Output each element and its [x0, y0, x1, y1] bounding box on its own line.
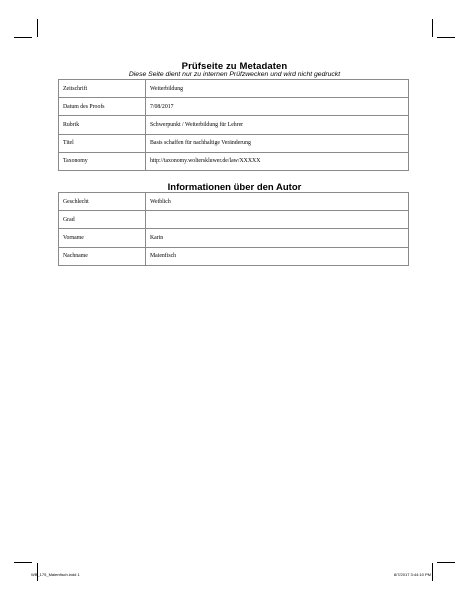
page-title: Prüfseite zu Metadaten — [181, 61, 288, 72]
crop-mark-top-right — [432, 19, 433, 37]
row-value: Karin — [146, 229, 409, 247]
row-label: Geschlecht — [59, 193, 146, 211]
crop-mark-bottom-left-h — [14, 562, 32, 563]
row-label: Titel — [59, 134, 146, 152]
table-row — [59, 116, 409, 134]
row-label: Nachname — [59, 247, 146, 265]
row-value: Weiblich — [146, 193, 409, 211]
row-label: Vorname — [59, 229, 146, 247]
row-label: Rubrik — [59, 116, 146, 134]
crop-mark-top-left — [37, 19, 38, 37]
table-row — [59, 152, 409, 170]
table-row — [59, 211, 409, 229]
table-row — [59, 80, 409, 98]
row-label: Zeitschrift — [59, 80, 146, 98]
table-row — [59, 229, 409, 247]
row-value: Maienfisch — [146, 247, 409, 265]
footer-timestamp: 8/7/2017 3:44:10 PM — [393, 572, 431, 577]
row-value: Schwerpunkt / Weiterbildung für Lehrer — [146, 116, 409, 134]
row-value — [146, 211, 409, 229]
row-label: Datum des Proofs — [59, 98, 146, 116]
author-section-title: Informationen über den Autor — [167, 182, 302, 193]
row-value: Basis schaffen für nachhaltige Veränderung — [146, 134, 409, 152]
crop-mark-top-right-h — [437, 37, 455, 38]
footer-filename: WB_175_Maienfisch.indd 1 — [31, 572, 80, 577]
crop-mark-top-left-h — [14, 37, 32, 38]
table-row — [59, 134, 409, 152]
table-row — [59, 247, 409, 265]
row-value: http://taxonomy.wolterskluwer.de/law/XXXXX — [146, 152, 409, 170]
table-row — [59, 98, 409, 116]
row-label: Grad — [59, 211, 146, 229]
crop-mark-bottom-right-h — [437, 562, 455, 563]
row-label: Taxonomy — [59, 152, 146, 170]
row-value: Weiterbildung — [146, 80, 409, 98]
page-subtitle: Diese Seite dient nur zu internen Prüfzwecken und wird nicht gedruckt — [128, 71, 341, 78]
metadata-table — [58, 79, 409, 171]
author-table — [58, 192, 409, 266]
row-value: 7/08/2017 — [146, 98, 409, 116]
crop-mark-bottom-right — [432, 563, 433, 581]
table-row — [59, 193, 409, 211]
